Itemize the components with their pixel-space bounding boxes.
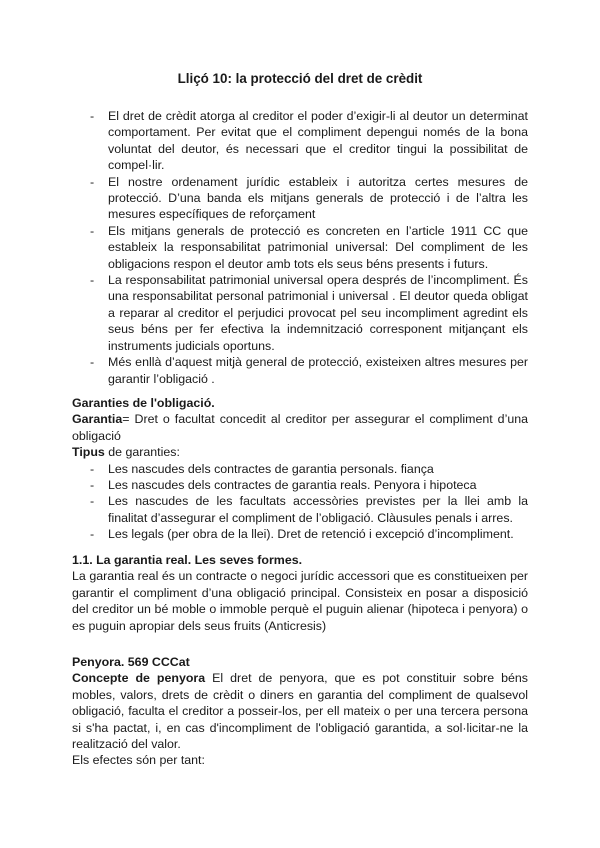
list-item: - Les legals (per obra de la llei). Dret de retenció i excepció d’incompliment. (72, 526, 528, 542)
concept-paragraph (72, 670, 528, 752)
concept-text: El dret de penyora, que es pot constituir sobre béns mobles, valors, drets de crèdit o diners en garantia del compliment de qualsevol obligació, faculta el creditor a posseir-los, per ell mateix o per una tercera persona si s'ha pactat, i, en cas d'incompliment de l'obligació garantida, a sol·licitar-ne la realització del valor. (72, 671, 529, 752)
guarantees-section (72, 395, 528, 543)
list-item: - Les nascudes dels contractes de garantia reals. Penyora i hipoteca (72, 477, 528, 493)
list-item: - Les nascudes de les facultats accessòries previstes per la llei amb la finalitat d’assegurar el compliment de l’obligació. Clàusules penals i arres. (72, 493, 528, 526)
list-item: - Les nascudes dels contractes de garantia personals. fiança (72, 461, 528, 477)
section-heading: 1.1. La garantia real. Les seves formes. (72, 553, 303, 567)
effects-line: Els efectes són per tant: (72, 753, 205, 768)
concept-term: Concepte de penyora (72, 671, 206, 686)
intro-list (72, 108, 528, 387)
definition-term: Garantia (72, 412, 123, 427)
page-title: Lliçó 10: la protecció del dret de crèdit (177, 71, 423, 86)
list-item: - Més enllà d’aquest mitjà general de protecció, existeixen altres mesures per garantir l’obligació . (72, 354, 528, 387)
section-paragraph: La garantia real és un contracte o negoci jurídic accessori que es constitueixen per garantir el compliment d’una obligació principal. Consisteix en posar a disposició del creditor un bé moble o immoble perquè el puguin alienar (hipoteca i penyora) o es puguin apropiar dels seus fruits (Anticresis) (72, 569, 528, 633)
types-list (72, 461, 528, 543)
real-guarantee-section (72, 552, 528, 634)
types-intro (72, 444, 528, 460)
section-heading: Penyora. 569 CCCat (72, 655, 190, 669)
list-item: - La responsabilitat patrimonial universal opera després de l’incompliment. És una responsabilitat personal patrimonial i universal . El deutor queda obligat a reparar al creditor el perjudici provocat pel seu incompliment agredint els seus béns per fer efectiva la indemnització corresponent mitjançant els instruments judicials oportuns. (72, 272, 528, 354)
penyora-section (72, 654, 528, 769)
definition-paragraph (72, 411, 528, 444)
list-item: - El nostre ordenament jurídic estableix i autoritza certes mesures de protecció. D’una banda els mitjans generals de protecció i de l’altra les mesures específiques de reforçament (72, 174, 528, 223)
list-item: - El dret de crèdit atorga al creditor el poder d’exigir-li al deutor un determinat comportament. Per evitat que el compliment depengui només de la bona voluntat del deutor, és necessari que el creditor tingui la possibilitat de compel·lir. (72, 108, 528, 174)
section-heading: Garanties de l'obligació. (72, 396, 215, 410)
types-term: Tipus (72, 445, 105, 460)
definition-text: = Dret o facultat concedit al creditor per assegurar el compliment d’una obligació (72, 412, 528, 443)
types-text: de garanties: (104, 445, 180, 460)
list-item: - Els mitjans generals de protecció es concreten en l’article 1911 CC que estableix la responsabilitat patrimonial universal: Del compliment de les obligacions respon el deutor amb tots els seus béns presents i futurs. (72, 223, 528, 272)
